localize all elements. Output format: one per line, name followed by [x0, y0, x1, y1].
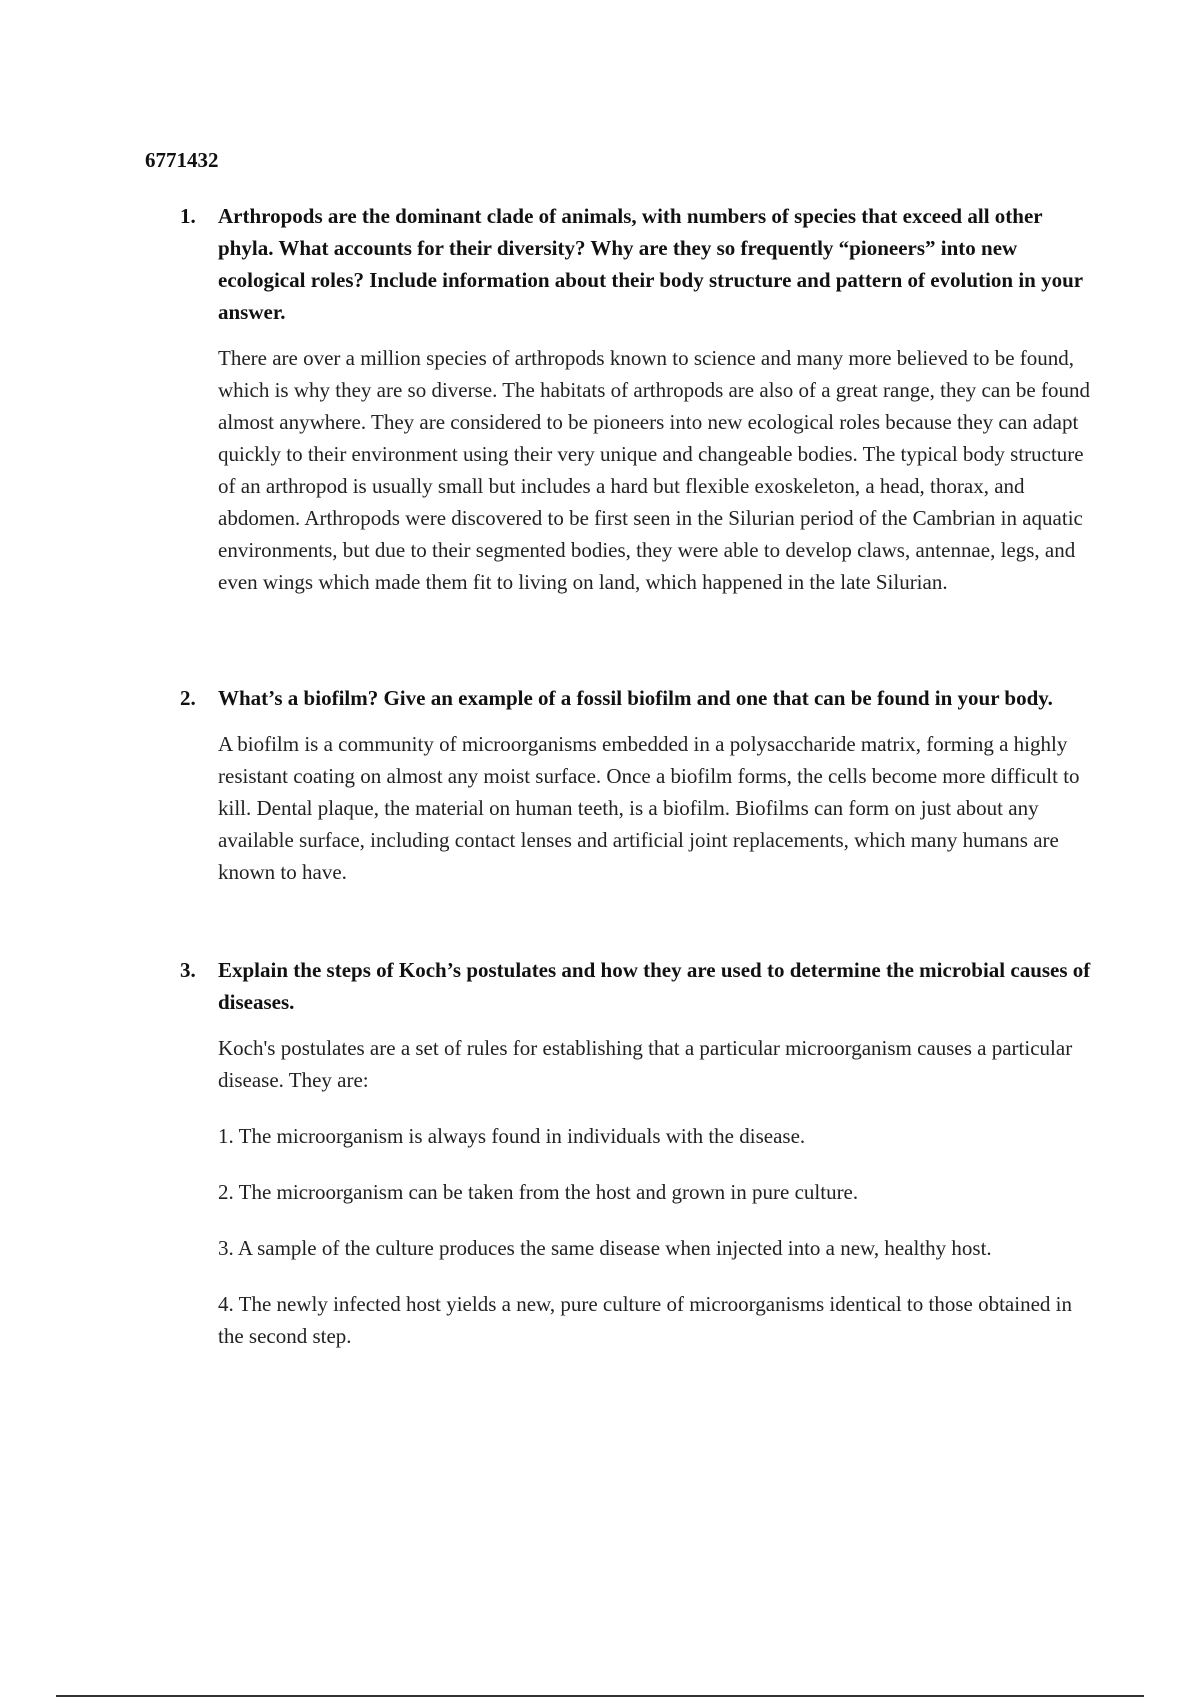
answer-paragraph: A biofilm is a community of microorganisms embedded in a polysaccharide matrix, forming a highly resistant coating on almost any moist surface. Once a biofilm forms, the cells become more difficult to kill. Dental plaque, the material on human teeth, is a biofilm. Biofilms can form on just about any available surface, including contact lenses and artificial joint replacements, which many humans are known to have. [218, 732, 1080, 884]
answer-block [218, 728, 1095, 888]
question-number: 2. [180, 686, 196, 710]
question-number: 1. [180, 204, 196, 228]
answer-paragraph: There are over a million species of arthropods known to science and many more believed to be found, which is why they are so diverse. The habitats of arthropods are also of a great range, they can be found almost anywhere. They are considered to be pioneers into new ecological roles because they can adapt quickly to their environment using their very unique and changeable bodies. The typical body structure of an arthropod is usually small but includes a hard but flexible exoskeleton, a head, thorax, and abdomen. Arthropods were discovered to be first seen in the Silurian period of the Cambrian in aquatic environments, but due to their segmented bodies, they were able to develop claws, antennae, legs, and even wings which made them fit to living on land, which happened in the late Silurian. [218, 346, 1090, 594]
document-id: 6771432 [145, 148, 219, 172]
question-text: Arthropods are the dominant clade of animals, with numbers of species that exceed all other phyla. What accounts for their diversity? Why are they so frequently “pioneers” into new ecological roles? Include information about their body structure and pattern of evolution in your answer. [218, 204, 1083, 324]
question-number: 3. [180, 958, 196, 982]
answer-block [218, 1032, 1095, 1352]
postulate-step: 2. The microorganism can be taken from the host and grown in pure culture. [218, 1180, 859, 1204]
question-item-3 [180, 954, 1095, 1352]
answer-block [218, 342, 1095, 598]
postulate-step: 1. The microorganism is always found in individuals with the disease. [218, 1124, 806, 1148]
question-text: What’s a biofilm? Give an example of a fossil biofilm and one that can be found in your body. [218, 686, 1053, 710]
question-item-2 [180, 682, 1095, 942]
footer-divider [56, 1695, 1144, 1697]
question-list [180, 200, 1095, 1364]
question-item-1 [180, 200, 1095, 670]
answer-paragraph: Koch's postulates are a set of rules for establishing that a particular microorganism causes a particular disease. They are: [218, 1036, 1073, 1092]
postulate-step: 3. A sample of the culture produces the same disease when injected into a new, healthy host. [218, 1236, 992, 1260]
postulate-step: 4. The newly infected host yields a new, pure culture of microorganisms identical to those obtained in the second step. [218, 1292, 1072, 1348]
question-text: Explain the steps of Koch’s postulates and how they are used to determine the microbial causes of diseases. [218, 958, 1091, 1014]
